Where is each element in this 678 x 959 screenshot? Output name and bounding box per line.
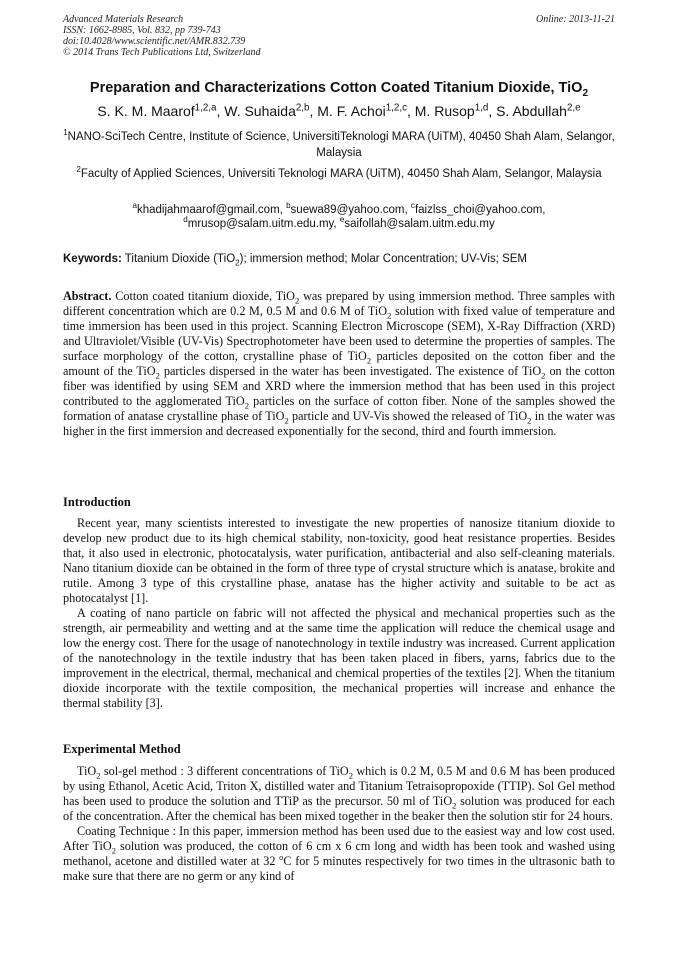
author-list: S. K. M. Maarof$^{1,2,a}$, W. Suhaida$^{2,b}$, M. F. Achoi$^{1,2,c}$, M. Rusop$^{1,d}$, S. Abdullah$^{2,e}$ bbox=[97, 102, 581, 119]
introduction-body bbox=[63, 516, 615, 711]
affiliation-1: $^1$NANO-SciTech Centre, Institute of Science, UniversitiTeknologi MARA (UiTM), 40450 Shah Alam, Selangor, Malaysia bbox=[63, 128, 615, 159]
journal-name: Advanced Materials Research bbox=[63, 14, 184, 25]
experimental-heading: Experimental Method bbox=[63, 742, 181, 756]
email-b[interactable]: suewa89@yahoo.com, bbox=[290, 204, 408, 216]
introduction-heading: Introduction bbox=[63, 495, 131, 509]
paragraph: A coating of nano particle on fabric will not affected the physical and mechanical properties such as the strength, air permeability and wetting and at the same time the application will reduce the chemical usage and low the energy cost. There for the usage of nanotechnology in textile industry was increased. Current application of the nanotechnology in the textile industry that has been taken placed in fibers, yarns, fabrics due to the improvement in the electrical, thermal, mechanical and chemical properties of the textiles [2]. When the titanium dioxide incorporate with the textile composition, the mechanical properties will increase and enhance the thermal stability [3]. bbox=[63, 606, 615, 710]
email-e[interactable]: saifollah@salam.uitm.edu.my bbox=[344, 218, 495, 230]
copyright-line: © 2014 Trans Tech Publications Ltd, Switzerland bbox=[63, 47, 261, 58]
author: S. K. M. Maarof bbox=[97, 103, 195, 119]
email-a[interactable]: khadijahmaarof@gmail.com, bbox=[136, 204, 283, 216]
paragraph: Recent year, many scientists interested to investigate the new properties of nanosize titanium dioxide to develop new product due to its high chemical stability, non-toxicity, good heat resistance properties. Besides that, it also used in electronic, photocatalysis, water purification, antibacterial and also self-cleaning materials. Nano titanium dioxide can be obtained in the form of three type of crystal structure which is anatase, brokite and rutile. Among 3 type of this crystalline phase, anatase has the higher activity and suitable to be act as photocatalyst [1]. bbox=[63, 516, 615, 605]
online-date: Online: 2013-11-21 bbox=[536, 14, 615, 25]
paragraph: TiO$_2$ sol-gel method : 3 different concentrations of TiO$_2$ which is 0.2 M, 0.5 M and 0.6 M has been produced by using Ethanol, Acetic Acid, Triton X, distilled water and Titanium Tetraisopropoxide (TTIP). Sol Gel method has been used to produce the solution and TTiP as the precursor. 50 ml of TiO$_2$ solution was produced for each of the concentration. After the chemical has been mixed together in the beaker then the solution stir for 24 hours. bbox=[63, 764, 615, 823]
abstract-label: Abstract. bbox=[63, 289, 112, 303]
experimental-body bbox=[63, 764, 615, 884]
doi-line: doi:10.4028/www.scientific.net/AMR.832.739 bbox=[63, 36, 246, 47]
author: S. Abdullah bbox=[496, 103, 567, 119]
abstract: Abstract. Cotton coated titanium dioxide, TiO$_2$ was prepared by using immersion method. Three samples with different concentration which are 0.2 M, 0.5 M and 0.6 M of TiO$_2$ solution with fixed value of temperature and time immersion has been used in this project. Scanning Electron Microscope (SEM), X-Ray Diffraction (XRD) and Ultraviolet/Visible (UV-Vis) Spectrophotometer have been used to determine the properties of samples. The surface morphology of the cotton, crystalline phase of TiO$_2$ particles deposited on the cotton fiber and the amount of the TiO$_2$ particles dispersed in the water has been investigated. The existence of TiO$_2$ on the cotton fiber was identified by using SEM and XRD where the immersion method that has been used in this project contributed to the agglomerated TiO$_2$ particles on the surface of cotton fiber. None of the samples showed the formation of anatase crystalline phase of TiO$_2$ particle and UV-Vis showed the released of TiO$_2$ in the water was higher in the first immersion and decreased exponentially for the second, third and fourth immersion. bbox=[63, 289, 616, 438]
email-d[interactable]: mrusop@salam.uitm.edu.my, bbox=[187, 218, 337, 230]
author: M. Rusop bbox=[414, 103, 475, 119]
paragraph: Coating Technique : In this paper, immersion method has been used due to the easiest way and low cost used. After TiO$_2$ solution was produced, the cotton of 6 cm x 6 cm long and width has been took and washed using methanol, acetone and distilled water at 32 $^o$C for 5 minutes respectively for two times in the ultrasonic bath to make sure that there are no germ or any kind of bbox=[63, 824, 616, 883]
author: M. F. Achoi bbox=[317, 103, 386, 119]
affiliation-2: $^2$Faculty of Applied Sciences, Universiti Teknologi MARA (UiTM), 40450 Shah Alam, Selangor, Malaysia bbox=[76, 165, 602, 180]
email-list: $^a$khadijahmaarof@gmail.com, $^b$suewa89@yahoo.com, $^c$faizlss_choi@yahoo.com, $^d$mrusop@salam.uitm.edu.my, $^e$saifollah@salam.uitm.edu.my bbox=[132, 201, 546, 230]
journal-header bbox=[63, 14, 615, 58]
keywords: Keywords: Titanium Dioxide (TiO$_2$); immersion method; Molar Concentration; UV-Vis; SEM bbox=[63, 253, 528, 268]
issn-line: ISSN: 1662-8985, Vol. 832, pp 739-743 bbox=[63, 25, 221, 36]
author: W. Suhaida bbox=[224, 103, 296, 119]
paper-title: Preparation and Characterizations Cotton Coated Titanium Dioxide, TiO$_2$ bbox=[89, 80, 589, 99]
email-c[interactable]: faizlss_choi@yahoo.com, bbox=[414, 204, 546, 216]
